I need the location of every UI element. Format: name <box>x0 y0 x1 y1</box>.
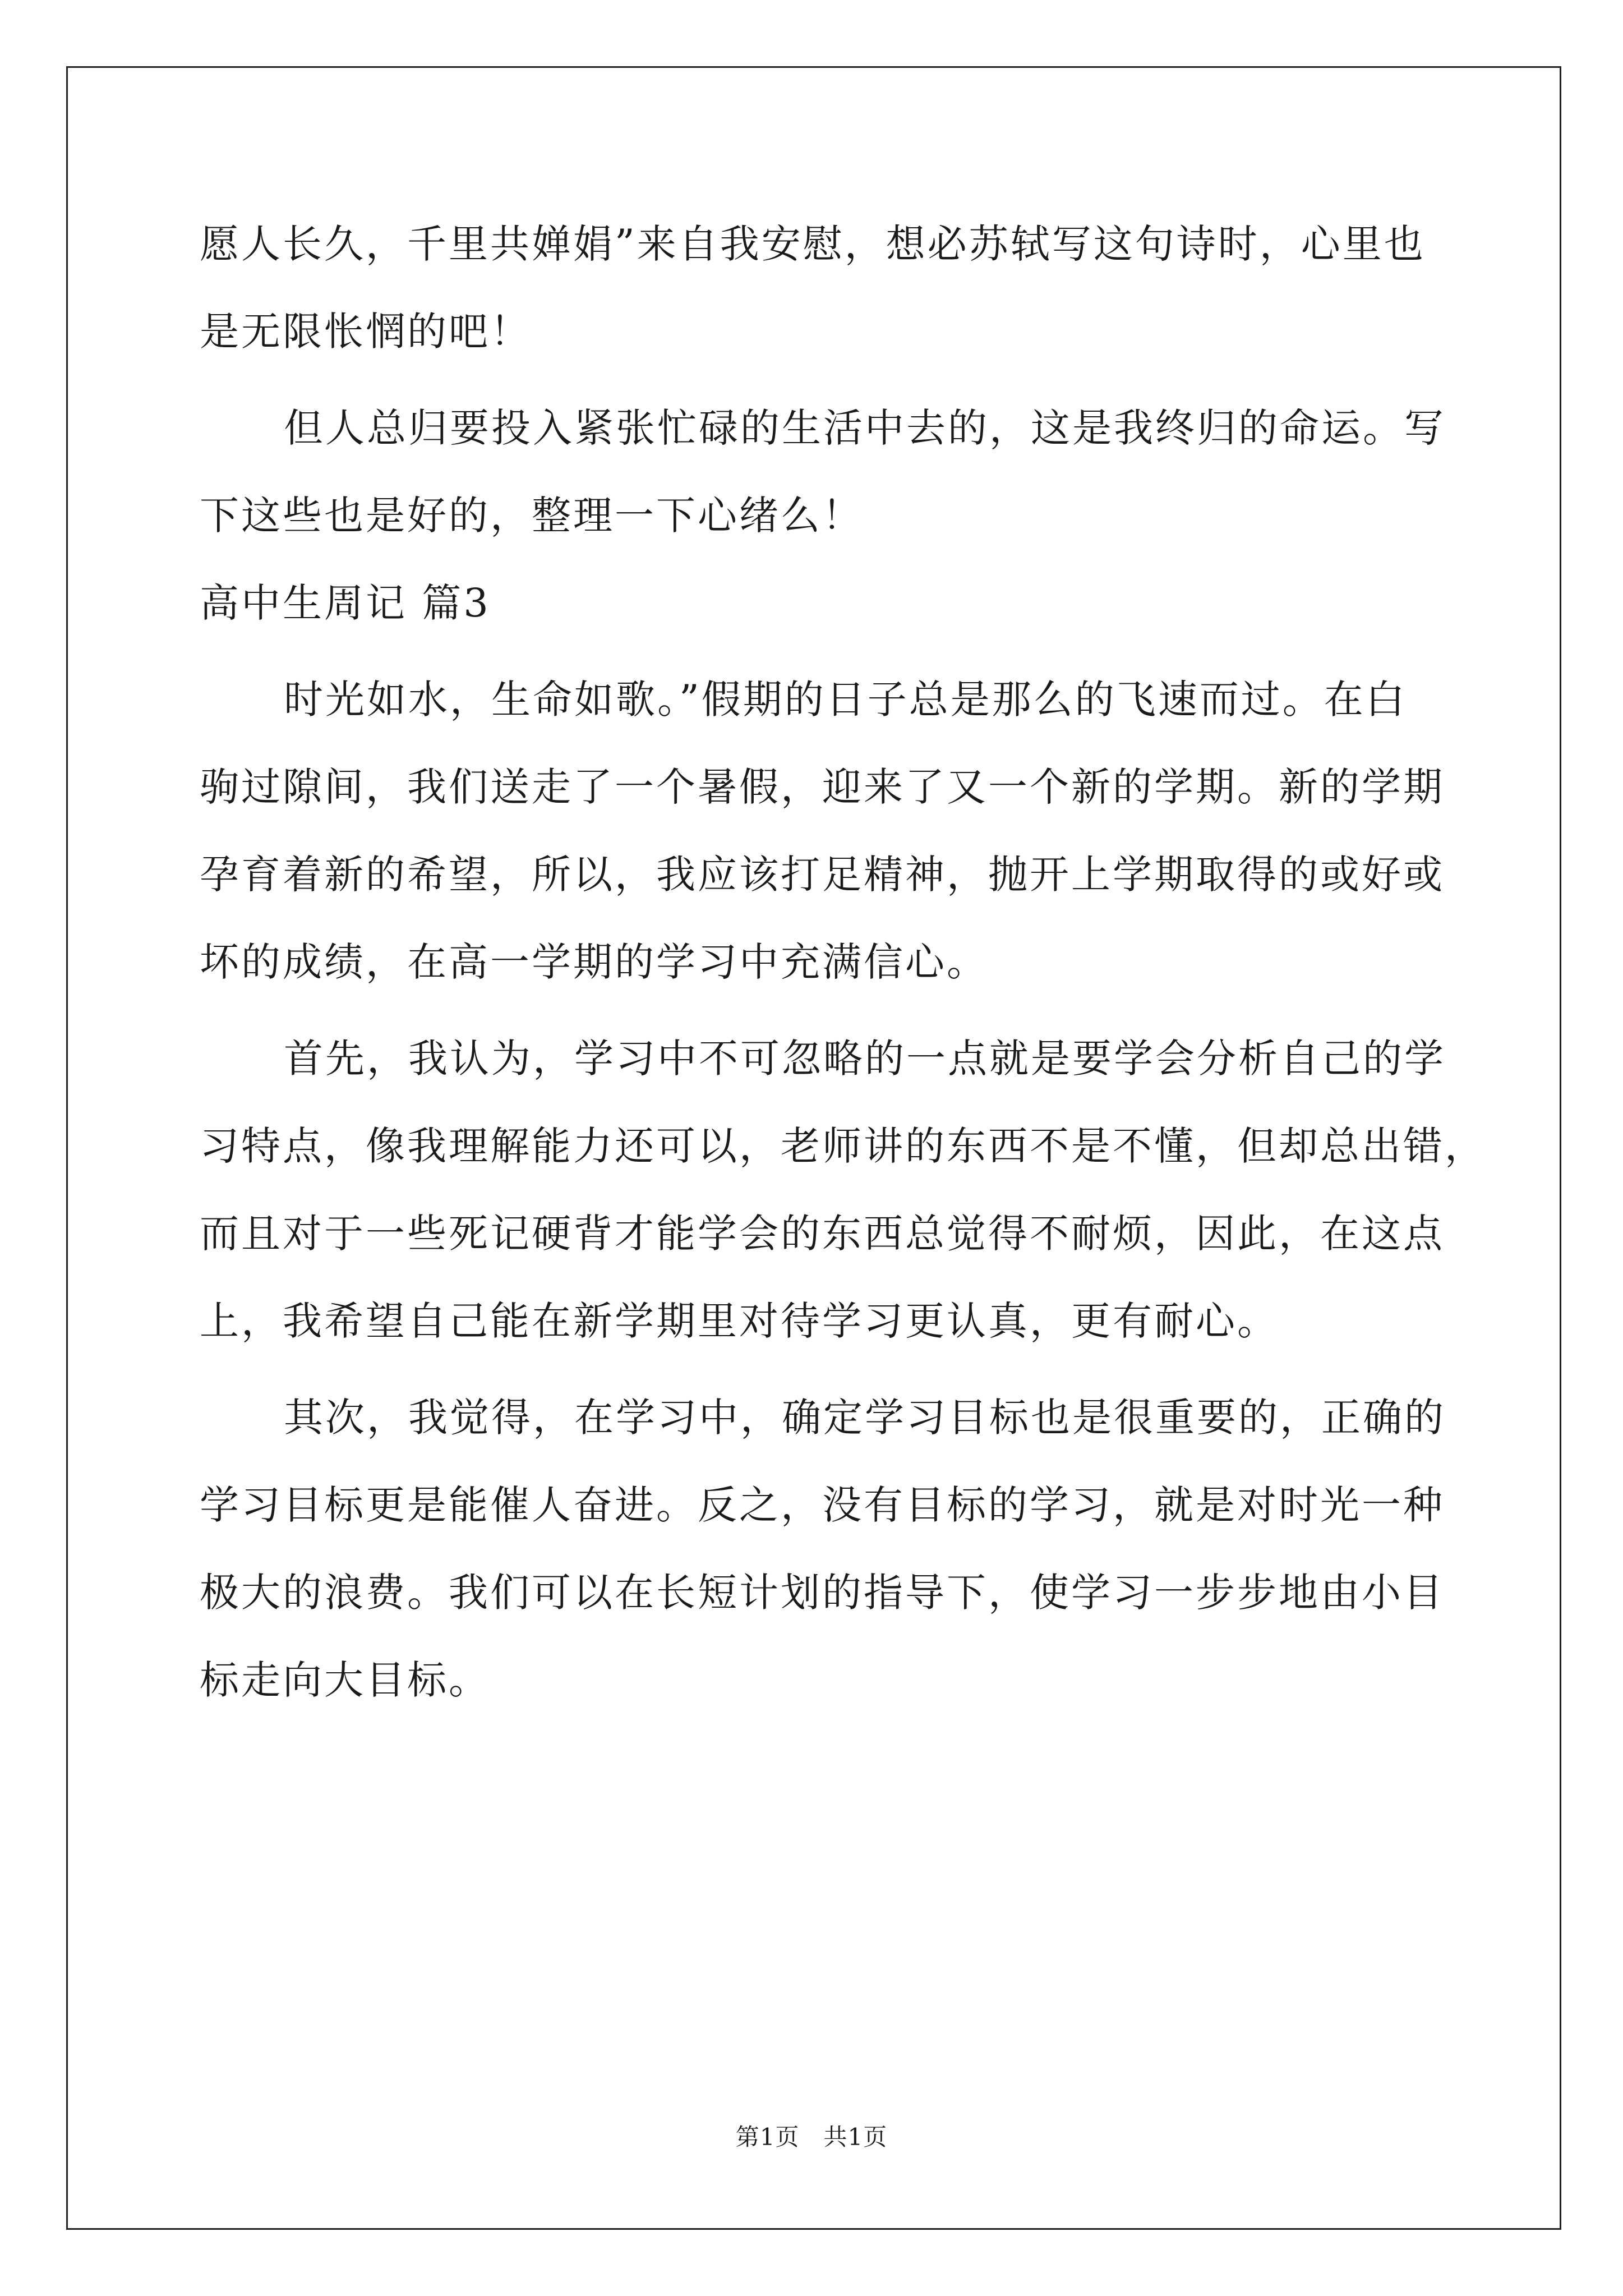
paragraph-line: 首先，我认为，学习中不可忽略的一点就是要学会分析自己的学 <box>284 1036 1446 1082</box>
text-line: 是无限怅惘的吧！ <box>200 309 532 355</box>
paragraph-line: 但人总归要投入紧张忙碌的生活中去的，这是我终归的命运。写 <box>284 405 1446 451</box>
text-line: 学习目标更是能催人奋进。反之，没有目标的学习，就是对时光一种 <box>200 1482 1445 1528</box>
text-line: 极大的浪费。我们可以在长短计划的指导下，使学习一步步地由小目 <box>200 1570 1445 1616</box>
text-line: 愿人长久，千里共婵娟”来自我安慰，想必苏轼写这句诗时，心里也 <box>200 221 1426 267</box>
text-line: 孕育着新的希望，所以，我应该打足精神，抛开上学期取得的或好或 <box>200 852 1445 898</box>
paragraph-line: 其次，我觉得，在学习中，确定学习目标也是很重要的，正确的 <box>284 1395 1446 1441</box>
text-line: 而且对于一些死记硬背才能学会的东西总觉得不耐烦，因此，在这点 <box>200 1211 1445 1257</box>
page-footer: 第1页 共1页 <box>735 2123 888 2151</box>
text-line: 下这些也是好的，整理一下心绪么！ <box>200 493 864 539</box>
paragraph-line: 时光如水，生命如歌。”假期的日子总是那么的飞速而过。在白 <box>284 677 1407 723</box>
text-line: 标走向大目标。 <box>200 1657 490 1703</box>
text-line: 习特点，像我理解能力还可以，老师讲的东西不是不懂，但却总出错， <box>200 1123 1486 1169</box>
section-heading: 高中生周记 篇3 <box>200 580 491 626</box>
text-line: 上，我希望自己能在新学期里对待学习更认真，更有耐心。 <box>200 1298 1279 1344</box>
text-line: 驹过隙间，我们送走了一个暑假，迎来了又一个新的学期。新的学期 <box>200 764 1445 810</box>
text-line: 坏的成绩，在高一学期的学习中充满信心。 <box>200 939 988 985</box>
